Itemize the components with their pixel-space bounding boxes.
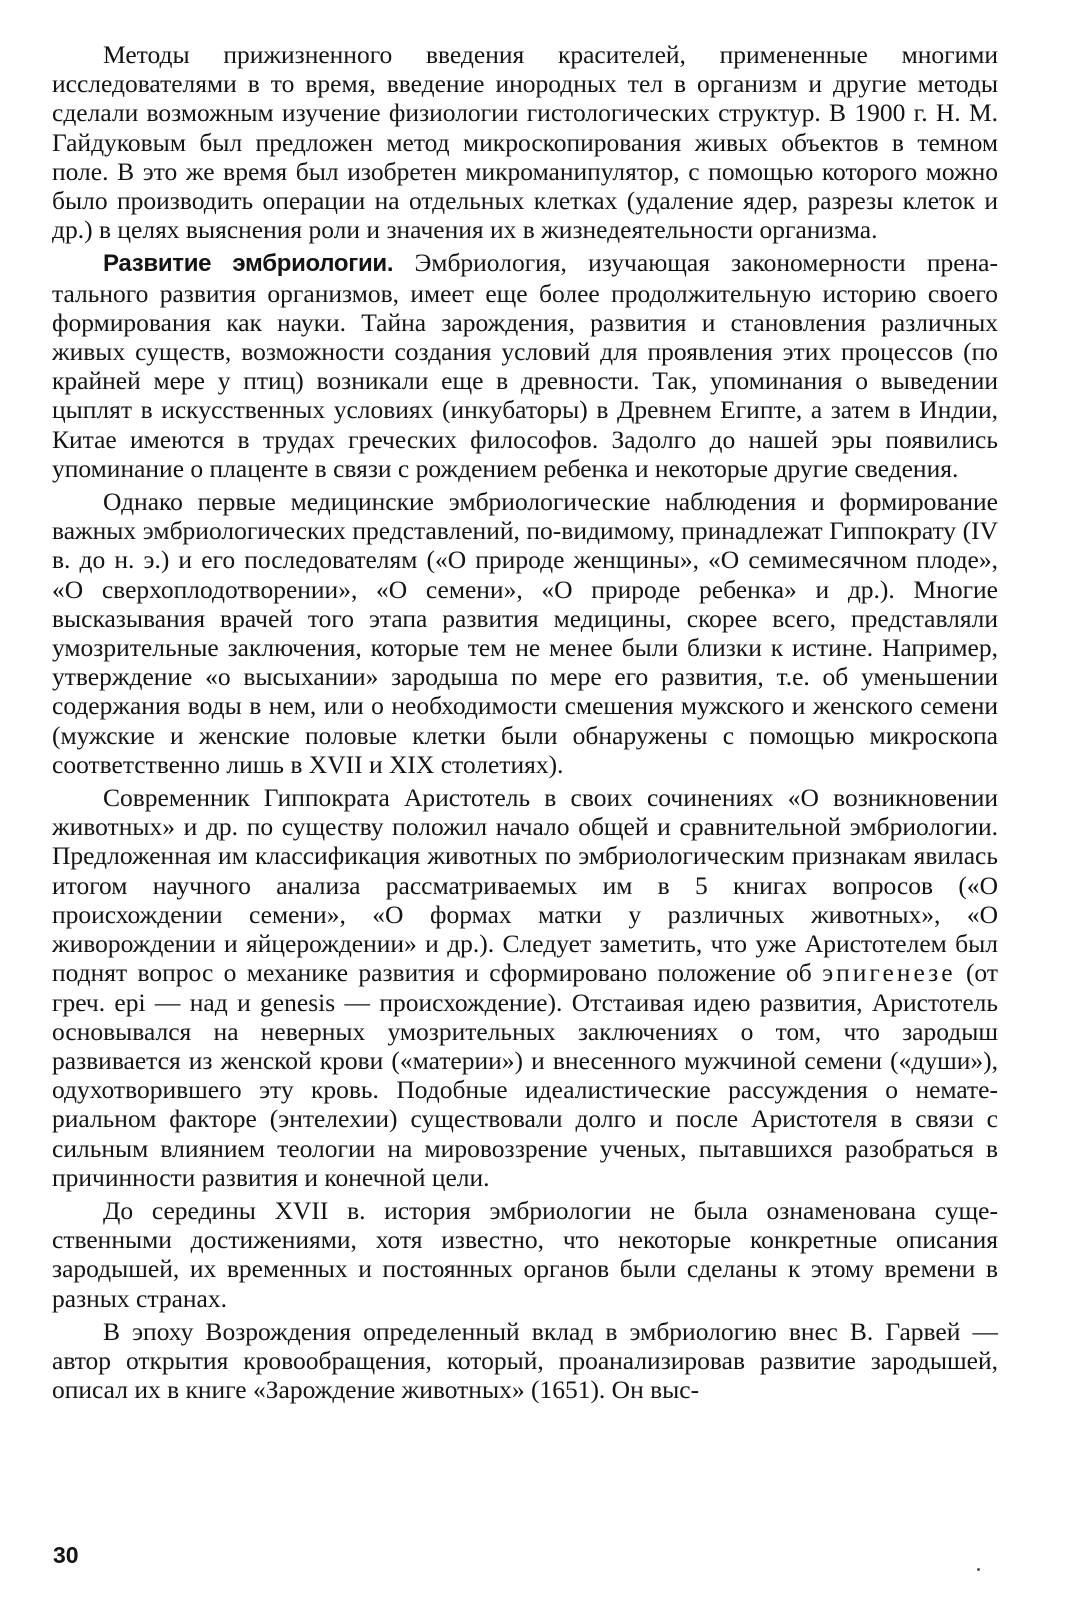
section-heading: Развитие эмбриологии. bbox=[103, 250, 394, 278]
paragraph-vital-staining bbox=[52, 40, 998, 244]
paragraph-renaissance-harvey bbox=[52, 1317, 998, 1405]
spaced-term: эпигенезе bbox=[822, 958, 956, 988]
paragraph-text: Методы прижизненного введения красителей, примененные многими исследователями в то время, введение инородных тел в организм и другие методы сделали возможным изучение физиологии гистологических структур. В 1900 г. Н. М. Гайдуковым был предложен метод микроскопирования живых объектов в темном поле. В это же время был изобретен микроманипулятор, с помощью которого можно было производить операции на отдельных клетках (удаление ядер, разрезы клеток и др.) в целях выяснения роли и значения их в жизнедеятельности организма. bbox=[52, 40, 998, 245]
page-number: 30 bbox=[53, 1542, 79, 1568]
paragraph-text: Эмбриология, изучающая закономерности пренатального развития организмов, имеет еще более продолжительную историю своего формирования как науки. Тайна зарождения, развития и становления различных живых существ, возможности создания условий для проявления этих процессов (по крайней мере у птиц) возникали еще в древности. Так, упоминания о выведении цыплят в искусственных условиях (инкубаторы) в Древнем Египте, а затем в Индии, Китае имеются в трудах греческих философов. Задолго до нашей эры появились упоминание о плаценте в связи с рождением ребенка и некоторые другие сведения. bbox=[52, 248, 998, 483]
paragraph-xvii-century bbox=[52, 1196, 998, 1313]
paragraph-text-before: Современник Гиппократа Аристотель в своих сочинениях «О возникновении животных» и др. по существу положил начало общей и сравнительной эмбриологии. Предложенная им классификация животных по эмбриологическим признакам явилась итогом научного анализа рассматриваемых им в 5 книгах вопросов («О происхождении семени», «О формах матки у различных животных», «О живорождении и яйцерождении» и др.). Следует заметить, что уже Аристотелем был поднят вопрос о механике развития и сформировано положение об bbox=[52, 783, 998, 988]
paragraph-hippocrates bbox=[52, 487, 998, 779]
paragraph-text: До середины XVII в. история эмбриологии не была ознаменована существенными достижениями, хотя известно, что некоторые конкретные описания зародышей, их временных и постоянных органов были сделаны к этому времени в разных странах. bbox=[52, 1195, 998, 1313]
paragraph-aristotle bbox=[52, 783, 998, 1192]
scan-speck bbox=[977, 1568, 980, 1571]
paragraph-text: В эпоху Возрождения определенный вклад в эмбриологию внес В. Гарвей — автор открытия кровообращения, который, проанализировав развитие зародышей, описал их в книге «Зарождение животных» (1651). Он выс- bbox=[52, 1316, 998, 1405]
body-text bbox=[52, 40, 998, 1408]
paragraph-text: Однако первые медицинские эмбриологические наблюдения и формирование важных эмбриологических представлений, по-видимому, принадлежат Гиппократу (IV в. до н. э.) и его последователям («О природе женщины», «О семимесячном плоде», «О сверхоплодотворении», «О семени», «О природе ребенка» и др.). Многие высказывания врачей того этапа развития медицины, скорее всего, представляли умозрительные заключения, которые тем не менее были близки к истине. Например, утверждение «о высыхании» зародыша по мере его развития, т.е. об уменьшении содержания воды в нем, или о необходимости смешения мужского и женского семени (мужские и женские половые клетки были обнаружены с помощью микроскопа соответственно лишь в XVII и XIX столетиях). bbox=[52, 487, 998, 779]
paragraph-text-after: (от греч. epi — над и genesis — происхождение). Отстаивая идею развития, Аристотель основывался на неверных умозрительных заключениях о том, что зародыш развивается из женской крови («материи») и внесенного мужчиной семени («души»), одухотворившего эту кровь. Подобные идеалистические рассуждения о нематериальном факторе (энтелехии) существовали долго и после Аристотеля в связи с сильным влиянием теологии на мировоззрение ученых, пытавшихся разобраться в причинности развития и конечной цели. bbox=[52, 958, 998, 1192]
paragraph-embryology-development bbox=[52, 248, 998, 483]
